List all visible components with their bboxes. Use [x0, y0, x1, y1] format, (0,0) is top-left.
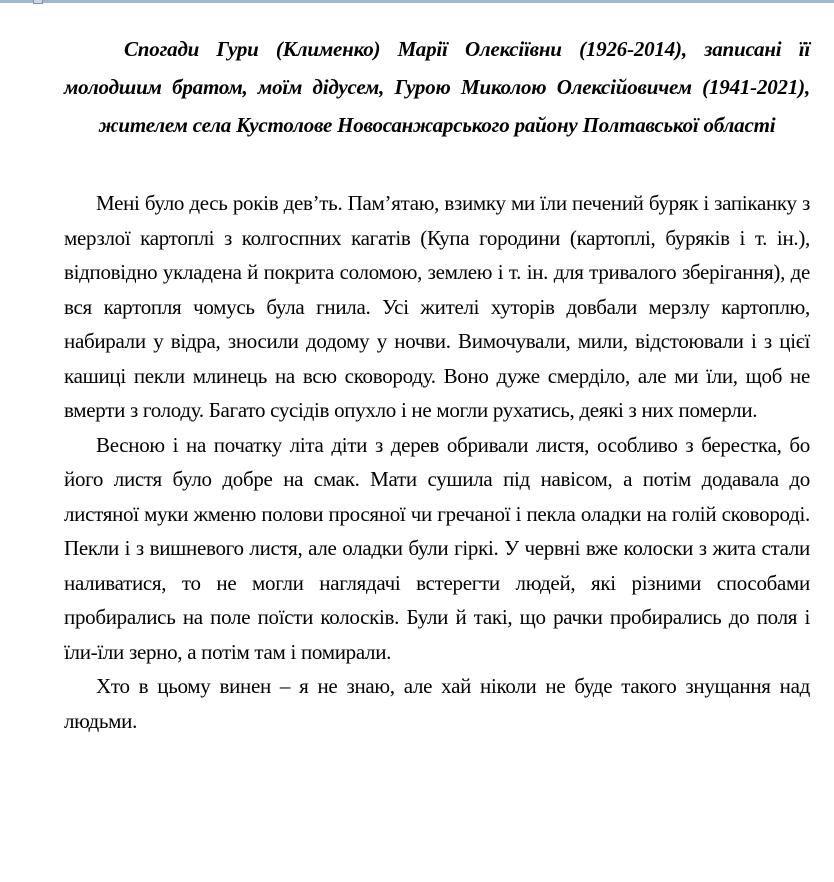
- paragraph-1: Мені було десь років дев’ть. Пам’ятаю, взимку ми їли печений буряк і запіканку з мерзлої картоплі з колгоспних кагатів (Купа городини (картоплі, буряків і т. ін.), відповідно укладена й покрита соломою, землею і т. ін. для тривалого зберігання), де вся картопля чомусь була гнила. Усі жителі хуторів довбали мерзлу картоплю, набирали у відра, зносили додому у ночви. Вимочували, мили, відстоювали і з цієї кашиці пекли млинець на всю сковороду. Воно дуже смерділо, але ми їли, щоб не вмерти з голоду. Багато сусідів опухло і не могли рухатись, деякі з них померли.: [64, 191, 810, 422]
- paragraph-2: Весною і на початку літа діти з дерев обривали листя, особливо з берестка, бо його листя було добре на смак. Мати сушила під навісом, а потім додавала до листяної муки жменю полови просяної чи гречаної і пекла оладки на голій сковороді. Пекли і з вишневого листя, але оладки були гіркі. У червні вже колоски з жита стали наливатися, то не могли наглядачі встерегти людей, які різними способами пробирались на поле поїсти колосків. Були й такі, що рачки пробирались до поля і їли-їли зерно, а потім там і помирали.: [64, 432, 810, 664]
- window-top-band: [0, 0, 834, 3]
- document-title: Спогади Гури (Клименко) Марії Олексіївни (1926-2014), записані її молодшим братом, моїм дідусем, Гурою Миколою Олексійовичем (1941-2021), жителем села Кустолове Новосанжарського району Полтавської області: [64, 37, 810, 137]
- paragraph-3: Хто в цьому винен – я не знаю, але хай ніколи не буде такого знущання над людьми.: [64, 674, 810, 733]
- ruler-marker-icon[interactable]: [33, 0, 43, 4]
- document-page: [64, 30, 810, 738]
